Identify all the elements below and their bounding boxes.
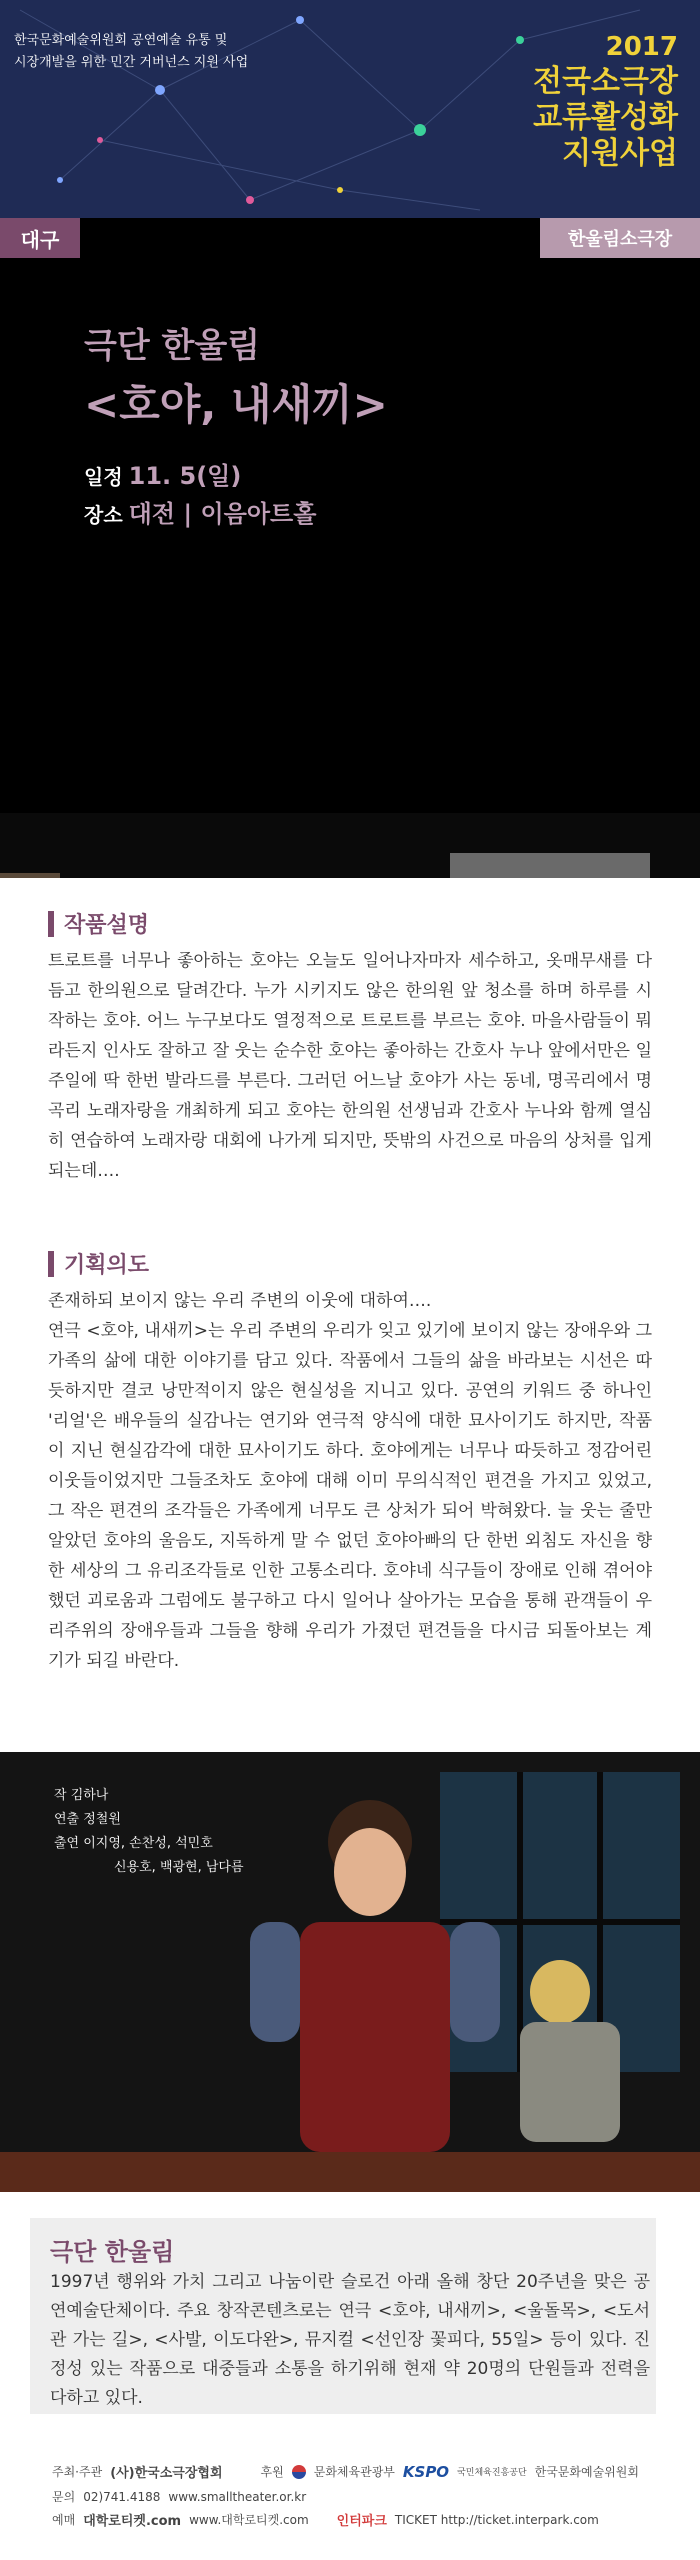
sponsor-label: 후원 xyxy=(260,2465,284,2479)
sponsor-1: 문화체육관광부 xyxy=(313,2465,395,2479)
place-row xyxy=(84,494,316,529)
troupe-name: 극단 한울림 xyxy=(84,326,261,366)
region-badge: 대구 xyxy=(0,218,80,258)
ticket2-brand: 인터파크 xyxy=(336,2514,387,2529)
heading-bar xyxy=(48,1251,54,1277)
project-title: 전국소극장 교류활성화 지원사업 xyxy=(533,64,678,171)
contact-web[interactable]: www.smalltheater.or.kr xyxy=(168,2489,307,2504)
troupe-info-heading: 극단 한울림 xyxy=(50,2238,175,2266)
ticket1-url[interactable]: www.대학로티켓.com xyxy=(189,2513,309,2527)
play-title: <호야, 내새끼> xyxy=(84,380,388,429)
intent-heading-text: 기획의도 xyxy=(64,1253,150,1278)
place-label: 장소 xyxy=(84,503,123,527)
venue-badge: 한울림소극장 xyxy=(540,218,700,258)
ticket2-url[interactable]: TICKET http://ticket.interpark.com xyxy=(394,2512,599,2527)
troupe-info-text: 1997년 행위와 가치 그리고 나눔이란 슬로건 아래 올해 창단 20주년을 맞은 공연예술단체이다. 주요 창작콘텐츠로는 연극 <호야, 내새끼>, <울돌목>, <도서관 가는 길>, <사발, 이도다완>, 뮤지컬 <선인장 꽃피다, 55일> 등이 있다. 진정성 있는 작품으로 대중들과 소통을 하기위해 현재 약 20명의 단원들과 전력을 다하고 있다. xyxy=(50,2272,650,2408)
synopsis-heading-text: 작품설명 xyxy=(64,913,150,938)
cast-credit-line2: 신용호, 백광현, 남다름 xyxy=(114,1860,244,1875)
intent-lead: 존재하되 보이지 않는 우리 주변의 이웃에 대하여…. xyxy=(48,1291,432,1311)
synopsis-heading xyxy=(48,908,149,939)
cast-credit-line1: 출연 이지영, 손찬성, 석민호 xyxy=(54,1836,213,1851)
header-banner xyxy=(0,0,700,220)
project-year: 2017 xyxy=(605,32,678,62)
organization-note: 한국문화예술위원회 공연예술 유통 및 시장개발을 위한 민간 거버넌스 지원 사업 xyxy=(14,33,249,70)
host-org: (사)한국소극장협회 xyxy=(110,2466,223,2481)
host-label: 주최·주관 xyxy=(52,2465,103,2479)
heading-bar xyxy=(48,911,54,937)
ticket1-brand: 대학로티켓.com xyxy=(83,2514,182,2529)
date-row xyxy=(84,456,241,491)
intent-heading xyxy=(48,1248,149,1279)
stage-photo xyxy=(0,813,700,878)
sponsor-2: KSPO xyxy=(402,2462,450,2481)
footer-contact-row xyxy=(52,2488,306,2505)
credits xyxy=(54,1784,244,1880)
director-credit: 연출 정철원 xyxy=(54,1812,121,1827)
place-value: 대전 | 이음아트홀 xyxy=(128,500,317,528)
ticket-label: 예매 xyxy=(52,2513,76,2527)
date-label: 일정 xyxy=(84,465,123,489)
footer-ticket-row xyxy=(52,2510,599,2529)
intent-text: 연극 <호야, 내새끼>는 우리 주변의 우리가 잊고 있기에 보이지 않는 장애우와 그 가족의 삶에 대한 이야기를 담고 있다. 작품에서 그들의 삶을 바라보는 시선은 따듯하지만 결코 낭만적이지 않은 현실성을 지니고 있다. 공연의 키워드 중 하나인 '리얼'은 배우들의 실감나는 연기와 연극적 양식에 대한 묘사이기도 하지만, 작품이 지닌 현실감각에 대한 묘사이기도 하다. 호야에게는 너무나 따듯하고 정감어린 이웃들이었지만 그들조차도 호야에 대해 이미 무의식적인 편견을 가지고 있었고, 그 작은 편견의 조각들은 가족에게 너무도 큰 상처가 되어 박혀왔다. 늘 웃는 줄만 알았던 호야의 울음도, 지독하게 말 수 없던 호야아빠의 단 한번 외침도 자신을 향한 세상의 그 유리조각들로 인한 고통소리다. 호야네 식구들이 장애로 인해 겪어야 했던 괴로움과 그럼에도 불구하고 다시 일어나 살아가는 모습을 통해 관객들이 우리주위의 장애우들과 그들을 향해 우리가 가졌던 편견들을 다시금 되돌아보는 계기가 되길 바란다. xyxy=(48,1321,652,1671)
contact-phone: 02)741.4188 xyxy=(83,2489,161,2504)
footer-host-row xyxy=(52,2462,639,2481)
writer-credit: 작 김하나 xyxy=(54,1788,109,1803)
sponsor-emblem-icon xyxy=(292,2465,306,2479)
sponsor-3: 한국문화예술위원회 xyxy=(534,2465,639,2479)
synopsis-text: 트로트를 너무나 좋아하는 호야는 오늘도 일어나자마자 세수하고, 옷매무새를 다듬고 한의원으로 달려간다. 누가 시키지도 않은 한의원 앞 청소를 하며 하루를 시작하는 호야. 어느 누구보다도 열정적으로 트로트를 부르는 호야. 마을사람들이 뭐라든지 인사도 잘하고 잘 웃는 순수한 호야는 좋아하는 간호사 누나 앞에서만은 일주일에 딱 한번 발라드를 부른다. 그러던 어느날 호야가 사는 동네, 명곡리에서 명곡리 노래자랑을 개최하게 되고 호야는 한의원 선생님과 간호사 누나와 함께 열심히 연습하여 노래자랑 대회에 나가게 되지만, 뜻밖의 사건으로 마음의 상처를 입게 되는데…. xyxy=(48,951,652,1181)
date-value: 11. 5(일) xyxy=(128,462,242,490)
footer xyxy=(0,2440,700,2560)
sponsor-2-sub: 국민체육진흥공단 xyxy=(457,2468,527,2478)
contact-label: 문의 xyxy=(52,2490,76,2504)
